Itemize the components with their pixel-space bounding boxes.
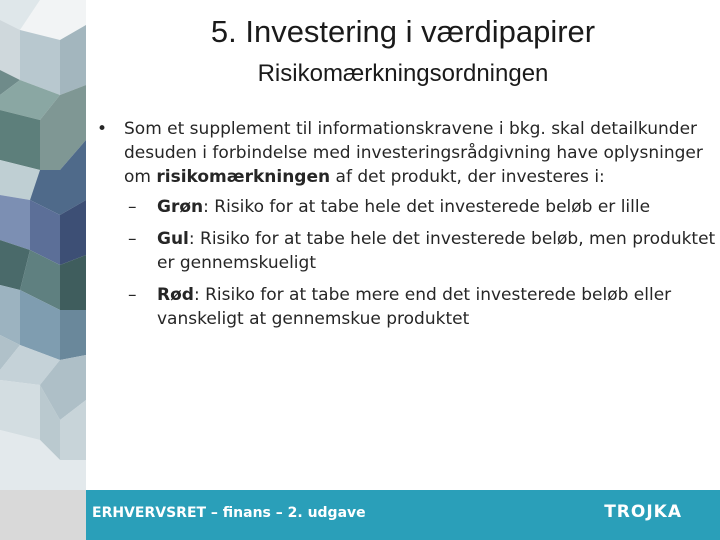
slide-title: 5. Investering i værdipapirer xyxy=(210,14,596,49)
subitem-green xyxy=(97,195,717,219)
subitem-text: : Risiko for at tabe hele det investerede beløb, men produktet er gennemskueligt xyxy=(157,229,716,273)
dash-symbol: – xyxy=(128,285,137,305)
subitem-text: : Risiko for at tabe mere end det investerede beløb eller vanskeligt at gennemskue produktet xyxy=(157,285,672,329)
subitem-label: Grøn xyxy=(157,197,204,217)
footer-corner-block xyxy=(0,490,86,540)
bullet-intro-bold: risikomærkningen xyxy=(156,167,331,187)
subitem-yellow xyxy=(97,227,717,275)
dash-symbol: – xyxy=(128,197,137,217)
slide-body xyxy=(97,117,717,331)
slide-subtitle: Risikomærkningsordningen xyxy=(257,60,549,87)
cube-pattern-decoration xyxy=(0,0,86,490)
footer-bar xyxy=(86,490,720,540)
trojka-logo: TROJKA xyxy=(604,502,682,522)
bullet-symbol: • xyxy=(97,119,108,139)
footer-text: ERHVERVSRET – finans – 2. udgave xyxy=(92,505,366,521)
dash-symbol: – xyxy=(128,229,137,249)
subitem-label: Rød xyxy=(157,285,194,305)
subitem-red xyxy=(97,283,717,331)
subitem-label: Gul xyxy=(157,229,189,249)
bullet-item xyxy=(97,117,717,189)
subitem-text: : Risiko for at tabe hele det investerede beløb er lille xyxy=(203,197,651,217)
bullet-intro-end: af det produkt, der investeres i: xyxy=(330,167,605,187)
bullet-intro: Som et supplement til informationskravene i bkg. skal detailkunder desuden i forbindelse med investeringsrådgivning have oplysninger om xyxy=(124,119,703,187)
